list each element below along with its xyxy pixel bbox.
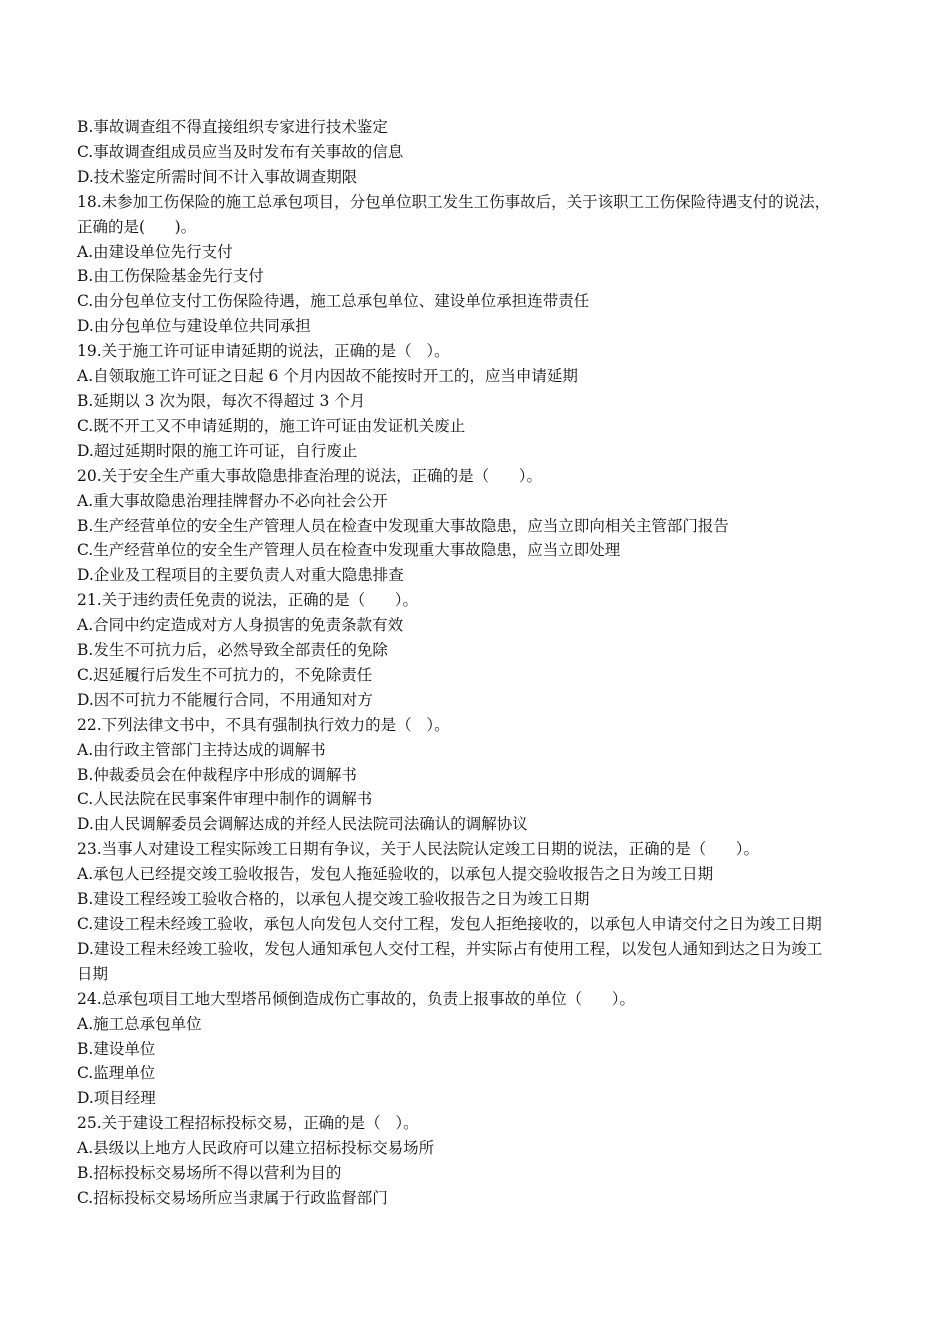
question-line: 20.关于安全生产重大事故隐患排查治理的说法，正确的是（ ）。 [77,466,542,485]
option-line: A.自领取施工许可证之日起 6 个月内因故不能按时开工的，应当申请延期 [77,367,578,386]
question-line: 22.下列法律文书中，不具有强制执行效力的是（ ）。 [77,715,450,734]
question-line: 21.关于违约责任免责的说法，正确的是（ ）。 [77,591,418,610]
option-line: C.监理单位 [77,1064,156,1083]
option-line: D.由分包单位与建设单位共同承担 [77,317,311,336]
option-line: C.生产经营单位的安全生产管理人员在检查中发现重大事故隐患，应当立即处理 [77,541,621,560]
option-line: B.由工伤保险基金先行支付 [77,267,264,286]
question-line: 18.未参加工伤保险的施工总承包项目，分包单位职工发生工伤事故后，关于该职工工伤保险待遇支付的说法， [77,192,831,211]
option-line: A.县级以上地方人民政府可以建立招标投标交易场所 [77,1139,435,1158]
option-line: D.超过延期时限的施工许可证，自行废止 [77,441,358,460]
option-line: D.技术鉴定所需时间不计入事故调查期限 [77,167,358,186]
question-line: 25.关于建设工程招标投标交易，正确的是（ ）。 [77,1114,419,1133]
option-line: D.因不可抗力不能履行合同，不用通知对方 [77,690,373,709]
option-line: B.建设单位 [77,1039,156,1058]
option-line: C.人民法院在民事案件审理中制作的调解书 [77,790,373,809]
option-line: D.项目经理 [77,1089,156,1108]
question-line: 19.关于施工许可证申请延期的说法，正确的是（ ）。 [77,342,450,361]
option-line: B.招标投标交易场所不得以营利为目的 [77,1164,342,1183]
option-line: B.建设工程经竣工验收合格的，以承包人提交竣工验收报告之日为竣工日期 [77,890,590,909]
option-line: B.事故调查组不得直接组织专家进行技术鉴定 [77,118,388,136]
document-page [77,115,883,1211]
option-line: C.由分包单位支付工伤保险待遇，施工总承包单位、建设单位承担连带责任 [77,292,590,311]
question-line: 23.当事人对建设工程实际竣工日期有争议，关于人民法院认定竣工日期的说法，正确的是（ ）。 [77,840,759,859]
option-line: D.建设工程未经竣工验收，发包人通知承包人交付工程，并实际占有使用工程，以发包人通知到达之日为竣工 [77,939,823,958]
option-line: A.承包人已经提交竣工验收报告，发包人拖延验收的，以承包人提交验收报告之日为竣工日期 [77,865,714,884]
option-line: C.招标投标交易场所应当隶属于行政监督部门 [77,1188,388,1207]
option-line: B.发生不可抗力后，必然导致全部责任的免除 [77,641,388,660]
option-line: B.仲裁委员会在仲裁程序中形成的调解书 [77,765,357,784]
option-line: B.生产经营单位的安全生产管理人员在检查中发现重大事故隐患，应当立即向相关主管部门报告 [77,516,729,535]
option-line: D.由人民调解委员会调解达成的并经人民法院司法确认的调解协议 [77,815,528,834]
option-line: A.施工总承包单位 [77,1014,202,1033]
option-line: A.合同中约定造成对方人身损害的免责条款有效 [77,616,404,635]
option-line: C.既不开工又不申请延期的，施工许可证由发证机关废止 [77,416,466,435]
option-line: C.事故调查组成员应当及时发布有关事故的信息 [77,142,404,161]
question-line: 正确的是( )。 [77,217,197,236]
option-line: A.重大事故隐患治理挂牌督办不必向社会公开 [77,491,388,510]
option-line: D.企业及工程项目的主要负责人对重大隐患排查 [77,566,404,585]
option-line: A.由行政主管部门主持达成的调解书 [77,740,326,759]
option-line: A.由建设单位先行支付 [77,242,233,261]
option-line: B.延期以 3 次为限，每次不得超过 3 个月 [77,391,366,410]
option-line: C.迟延履行后发生不可抗力的，不免除责任 [77,665,373,684]
question-line: 24.总承包项目工地大型塔吊倾倒造成伤亡事故的，负责上报事故的单位（ ）。 [77,989,635,1008]
option-line: C.建设工程未经竣工验收，承包人向发包人交付工程，发包人拒绝接收的，以承包人申请交付之日为竣工日期 [77,915,822,933]
option-line: 日期 [77,964,109,983]
